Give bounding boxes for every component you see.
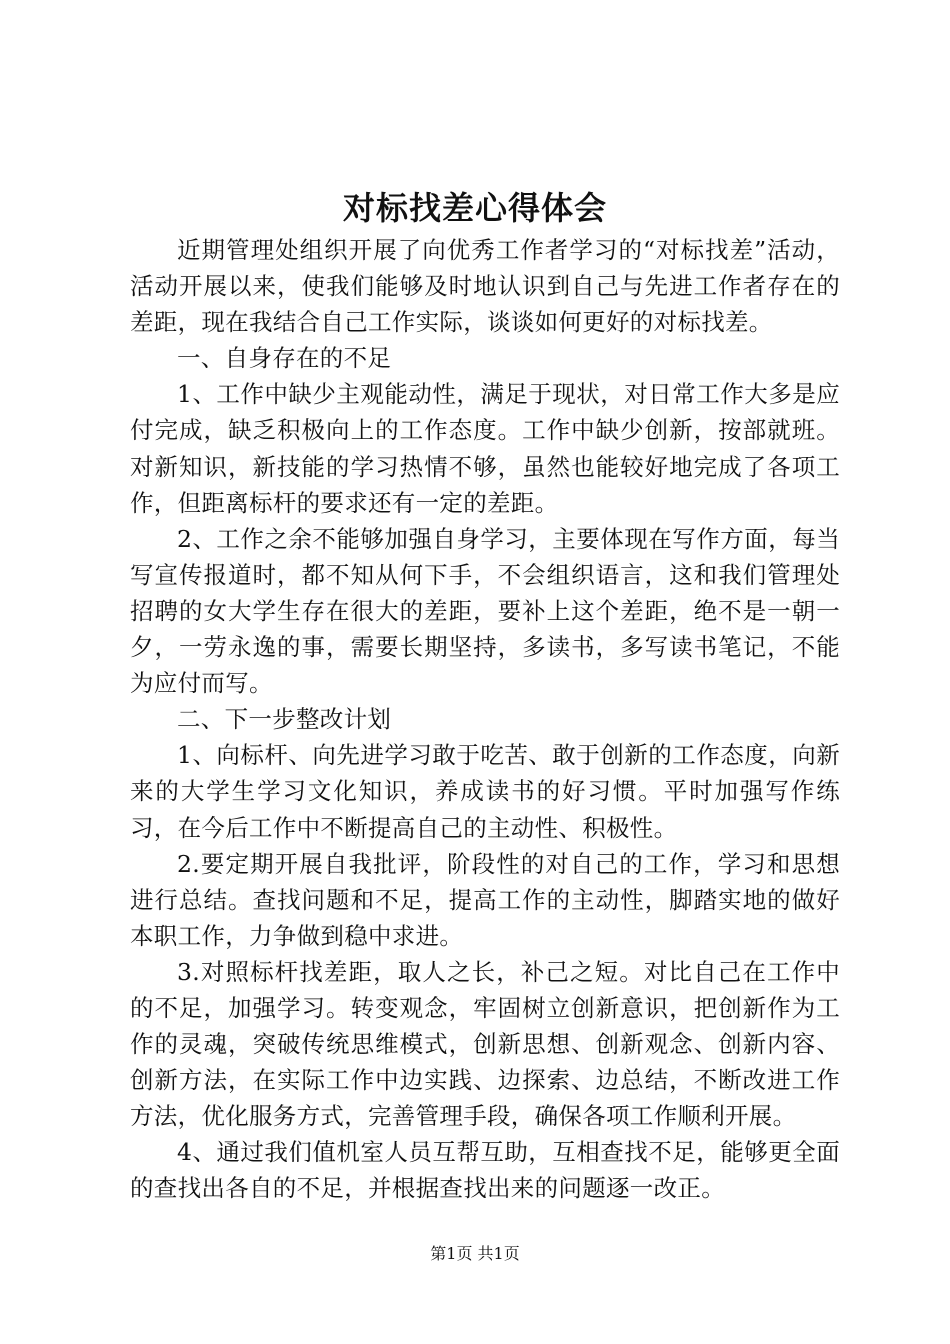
paragraph-intro: 近期管理处组织开展了向优秀工作者学习的“对标找差”活动，活动开展以来，使我们能够及时地认识到自己与先进工作者存在的差距，现在我结合自己工作实际，谈谈如何更好的对标找差。: [130, 236, 840, 337]
document-body: [130, 232, 840, 1207]
page-footer: 第1页 共1页: [430, 1244, 520, 1263]
paragraph-plan-2: 2.要定期开展自我批评，阶段性的对自己的工作，学习和思想进行总结。查找问题和不足，提高工作的主动性，脚踏实地的做好本职工作，力争做到稳中求进。: [130, 849, 840, 950]
section-heading-shortcomings: 一、自身存在的不足: [177, 344, 392, 373]
paragraph-shortcoming-2: 2、工作之余不能够加强自身学习，主要体现在写作方面，每当写宣传报道时，都不知从何下手，不会组织语言，这和我们管理处招聘的女大学生存在很大的差距，要补上这个差距，绝不是一朝一夕，一劳永逸的事，需要长期坚持，多读书，多写读书笔记，不能为应付而写。: [130, 524, 840, 698]
paragraph-plan-4: 4、通过我们值机室人员互帮互助，互相查找不足，能够更全面的查找出各自的不足，并根据查找出来的问题逐一改正。: [130, 1138, 840, 1203]
paragraph-plan-1: 1、向标杆、向先进学习敢于吃苦、敢于创新的工作态度，向新来的大学生学习文化知识，养成读书的好习惯。平时加强写作练习，在今后工作中不断提高自己的主动性、积极性。: [130, 741, 840, 842]
section-heading-plan: 二、下一步整改计划: [177, 705, 392, 734]
document-title: 对标找差心得体会: [342, 189, 607, 227]
paragraph-shortcoming-1: 1、工作中缺少主观能动性，满足于现状，对日常工作大多是应付完成，缺乏积极向上的工作态度。工作中缺少创新，按部就班。对新知识，新技能的学习热情不够，虽然也能较好地完成了各项工作，但距离标杆的要求还有一定的差距。: [130, 380, 840, 517]
paragraph-plan-3: 3.对照标杆找差距，取人之长，补己之短。对比自己在工作中的不足，加强学习。转变观念，牢固树立创新意识，把创新作为工作的灵魂，突破传统思维模式，创新思想、创新观念、创新内容、创新方法，在实际工作中边实践、边探索、边总结，不断改进工作方法，优化服务方式，完善管理手段，确保各项工作顺利开展。: [130, 957, 840, 1131]
